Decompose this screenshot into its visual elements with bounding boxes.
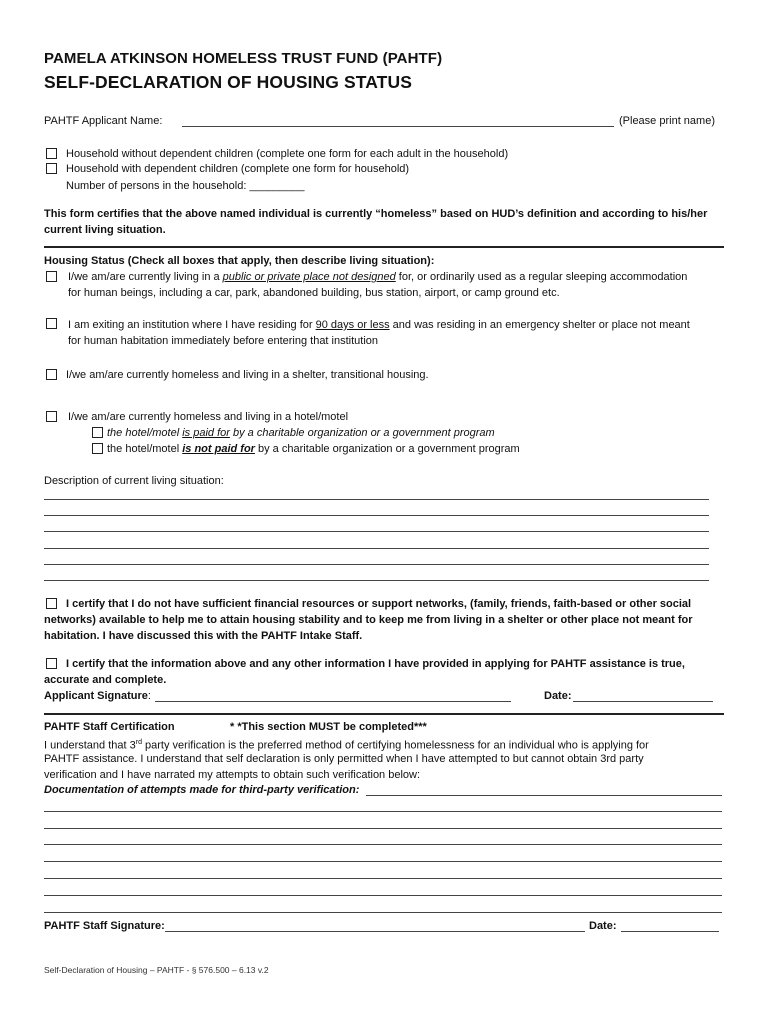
description-line[interactable] bbox=[44, 580, 709, 581]
org-title: PAMELA ATKINSON HOMELESS TRUST FUND (PAHTF) bbox=[44, 50, 443, 67]
housing-item-1-text-end: for, or ordinarily used as a regular sleeping accommodation bbox=[395, 271, 688, 283]
documentation-line[interactable] bbox=[44, 895, 722, 896]
documentation-line[interactable] bbox=[44, 878, 722, 879]
hotel-paid-text-end: by a charitable organization or a government program bbox=[229, 427, 495, 439]
documentation-line[interactable] bbox=[44, 861, 722, 862]
hotel-paid-text: the hotel/motel bbox=[107, 427, 183, 439]
applicant-name-hint: (Please print name) bbox=[619, 115, 715, 127]
housing-item-2-emphasis: 90 days or less bbox=[315, 319, 390, 331]
hotel-paid-emphasis: is paid for bbox=[182, 427, 230, 439]
housing-item-1-text: I/we am/are currently living in a bbox=[68, 271, 223, 283]
staff-text-1-sup: rd bbox=[135, 739, 142, 746]
certify-accurate-checkbox[interactable] bbox=[46, 658, 57, 669]
documentation-line[interactable] bbox=[44, 844, 722, 845]
applicant-name-field[interactable] bbox=[182, 126, 614, 127]
description-line[interactable] bbox=[44, 531, 709, 532]
housing-item-2-text-end: and was residing in an emergency shelter or place not meant bbox=[389, 319, 690, 331]
certify-accurate-line2: accurate and complete. bbox=[44, 674, 167, 686]
housing-item-2 bbox=[68, 318, 690, 332]
page-footer: Self-Declaration of Housing – PAHTF - § 576.500 – 6.13 v.2 bbox=[44, 965, 269, 975]
certify-resources-checkbox[interactable] bbox=[46, 598, 57, 609]
staff-certification-title: PAHTF Staff Certification bbox=[44, 721, 175, 733]
housing-item-3: I/we am/are currently homeless and living in a shelter, transitional housing. bbox=[66, 369, 429, 381]
hotel-paid-checkbox[interactable] bbox=[92, 427, 103, 438]
housing-item-1 bbox=[68, 270, 687, 284]
certify-resources-line3: habitation. I have discussed this with the PAHTF Intake Staff. bbox=[44, 630, 363, 642]
persons-in-household[interactable] bbox=[66, 179, 305, 193]
certify-resources-line1: I certify that I do not have sufficient financial resources or support networks, (family, friends, faith-based or other social bbox=[66, 598, 692, 610]
housing-public-place-checkbox[interactable] bbox=[46, 271, 57, 282]
staff-signature-field[interactable] bbox=[165, 931, 585, 932]
applicant-signature-label bbox=[44, 689, 151, 703]
housing-item-1-emphasis: public or private place not designed bbox=[222, 271, 396, 283]
description-line[interactable] bbox=[44, 564, 709, 565]
household-with-children-checkbox[interactable] bbox=[46, 163, 57, 174]
documentation-line[interactable] bbox=[44, 828, 722, 829]
documentation-label-text: Documentation of attempts made for third-party verification bbox=[44, 784, 356, 796]
staff-signature-label: PAHTF Staff Signature: bbox=[44, 920, 165, 932]
description-line[interactable] bbox=[44, 548, 709, 549]
housing-item-2-line2: for human habitation immediately before entering that institution bbox=[68, 335, 379, 347]
staff-text-1b: party verification is the preferred method of certifying homelessness for an individual who is applying for bbox=[141, 739, 649, 752]
applicant-date-label: Date: bbox=[544, 690, 572, 702]
staff-required-note: * *This section MUST be completed*** bbox=[230, 721, 427, 733]
household-option-2: Household with dependent children (complete one form for household) bbox=[66, 163, 410, 175]
staff-text-line3: verification and I have narrated my attempts to obtain such verification below: bbox=[44, 769, 421, 781]
staff-text-line1 bbox=[44, 736, 649, 753]
housing-item-4: I/we am/are currently homeless and living in a hotel/motel bbox=[68, 411, 349, 423]
hotel-paid-option bbox=[107, 426, 495, 440]
description-label: Description of current living situation: bbox=[44, 475, 224, 487]
staff-date-label: Date: bbox=[589, 920, 617, 932]
documentation-label-colon: : bbox=[355, 784, 360, 796]
page-title: SELF-DECLARATION OF HOUSING STATUS bbox=[44, 72, 412, 92]
staff-text-1a: I understand that 3 bbox=[44, 739, 136, 752]
section-divider bbox=[44, 713, 724, 715]
housing-shelter-checkbox[interactable] bbox=[46, 369, 57, 380]
hotel-not-paid-option bbox=[107, 442, 520, 456]
persons-label: Number of persons in the household: bbox=[66, 180, 247, 192]
housing-status-heading: Housing Status (Check all boxes that apply, then describe living situation): bbox=[44, 255, 435, 267]
documentation-label bbox=[44, 783, 359, 797]
housing-item-2-text: I am exiting an institution where I have residing for bbox=[68, 319, 316, 331]
staff-text-line2: PAHTF assistance. I understand that self declaration is only permitted when I have attempted to but cannot obtain 3rd party bbox=[44, 753, 644, 765]
applicant-name-label: PAHTF Applicant Name: bbox=[44, 115, 163, 127]
applicant-date-field[interactable] bbox=[573, 701, 713, 702]
hotel-not-paid-emphasis: is not paid for bbox=[182, 443, 255, 455]
hotel-not-paid-text-end: by a charitable organization or a government program bbox=[254, 443, 520, 455]
household-without-children-checkbox[interactable] bbox=[46, 148, 57, 159]
applicant-signature-text: Applicant Signature bbox=[44, 690, 148, 702]
certify-accurate-line1: I certify that the information above and any other information I have provided in applying for PAHTF assistance is true, bbox=[66, 658, 685, 670]
household-option-1: Household without dependent children (complete one form for each adult in the household) bbox=[66, 148, 509, 160]
housing-institution-checkbox[interactable] bbox=[46, 318, 57, 329]
housing-hotel-checkbox[interactable] bbox=[46, 411, 57, 422]
applicant-signature-field[interactable] bbox=[155, 701, 511, 702]
applicant-signature-colon: : bbox=[147, 690, 151, 702]
section-divider bbox=[44, 246, 724, 248]
description-line[interactable] bbox=[44, 515, 709, 516]
persons-blank[interactable]: _________ bbox=[249, 180, 305, 192]
documentation-line[interactable] bbox=[366, 795, 722, 796]
certifies-statement: This form certifies that the above named individual is currently “homeless” based on HUD’s definition and according to his/her current living situation. bbox=[44, 208, 708, 236]
certify-resources-line2: networks) available to help me to attain housing stability and to keep me from living in a shelter or other place not meant for bbox=[44, 614, 693, 626]
hotel-not-paid-text: the hotel/motel bbox=[107, 443, 183, 455]
housing-item-1-line2: for human beings, including a car, park, abandoned building, bus station, airport, or camp ground etc. bbox=[68, 287, 560, 299]
hotel-not-paid-checkbox[interactable] bbox=[92, 443, 103, 454]
staff-date-field[interactable] bbox=[621, 931, 719, 932]
description-line[interactable] bbox=[44, 499, 709, 500]
documentation-line[interactable] bbox=[44, 811, 722, 812]
documentation-line[interactable] bbox=[44, 912, 722, 913]
